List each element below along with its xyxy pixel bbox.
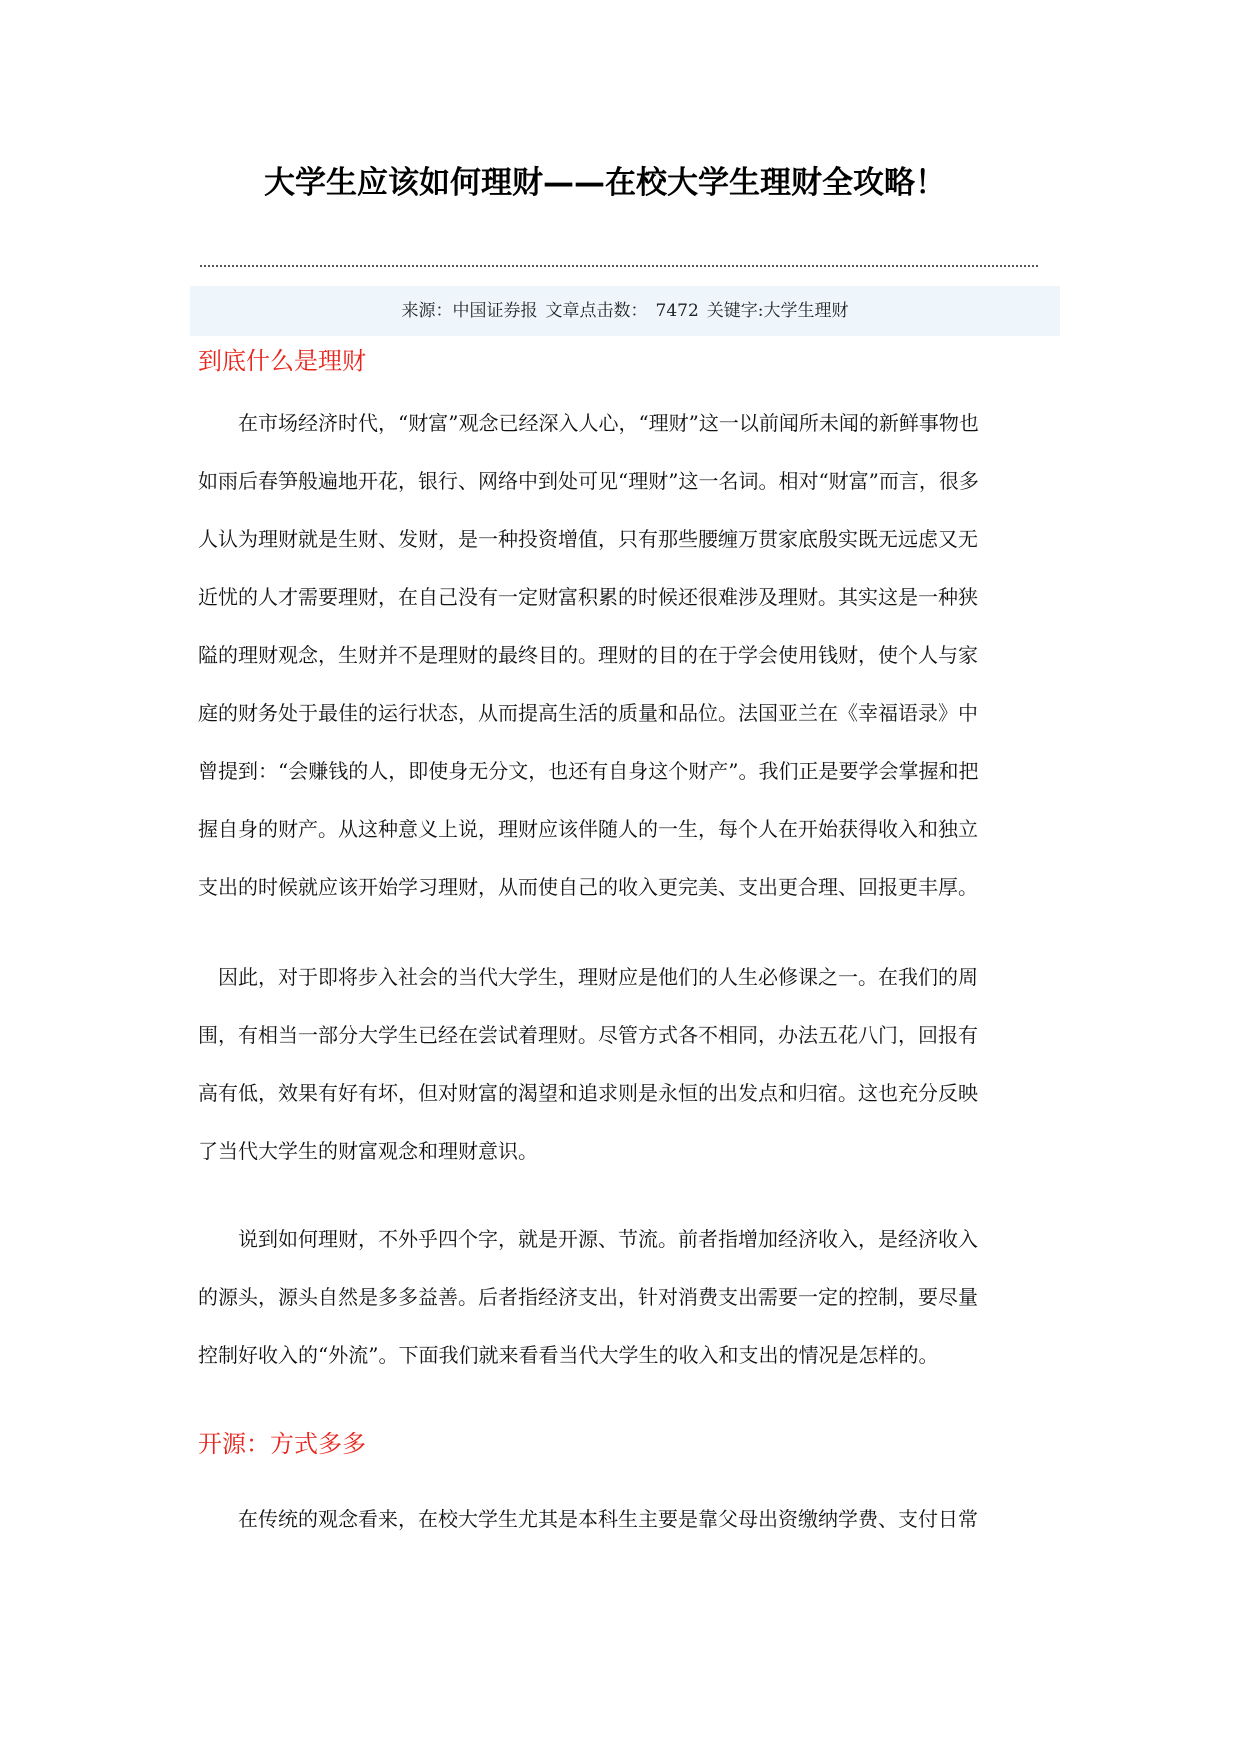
paragraph-students-finance [198,948,1058,1180]
section-heading-what-is-finance: 到底什么是理财 [198,347,366,375]
paragraph-line: 人认为理财就是生财、发财，是一种投资增值，只有那些腰缠万贯家底殷实既无远虑又无 [198,527,978,551]
paragraph-line: 近忧的人才需要理财，在自己没有一定财富积累的时候还很难涉及理财。其实这是一种狭 [198,585,978,609]
document-title: 大学生应该如何理财——在校大学生理财全攻略！ [264,165,946,201]
paragraph-line: 曾提到：“会赚钱的人，即使身无分文，也还有自身这个财产”。我们正是要学会掌握和把 [198,759,979,783]
article-meta-bar [190,286,1060,336]
paragraph-open-source-reduce-flow [198,1210,1058,1384]
paragraph-traditional-view [198,1490,1058,1548]
paragraph-line: 在市场经济时代，“财富”观念已经深入人心，“理财”这一以前闻所未闻的新鲜事物也 [198,411,979,435]
paragraph-line: 围，有相当一部分大学生已经在尝试着理财。尽管方式各不相同，办法五花八门，回报有 [198,1023,978,1047]
paragraph-line: 因此，对于即将步入社会的当代大学生，理财应是他们的人生必修课之一。在我们的周 [198,965,978,989]
paragraph-line: 支出的时候就应该开始学习理财，从而使自己的收入更完美、支出更合理、回报更丰厚。 [198,875,978,899]
paragraph-line: 的源头，源头自然是多多益善。后者指经济支出，针对消费支出需要一定的控制，要尽量 [198,1285,978,1309]
meta-keywords: 关键字:大学生理财 [706,301,849,321]
meta-clicks-value: 7472 [655,301,699,321]
paragraph-finance-concept [198,394,1058,916]
paragraph-line: 庭的财务处于最佳的运行状态，从而提高生活的质量和品位。法国亚兰在《幸福语录》中 [198,701,978,725]
paragraph-line: 握自身的财产。从这种意义上说，理财应该伴随人的一生，每个人在开始获得收入和独立 [198,817,978,841]
meta-source: 来源：中国证券报 [401,301,538,321]
paragraph-line: 控制好收入的“外流”。下面我们就来看看当代大学生的收入和支出的情况是怎样的。 [198,1343,939,1367]
paragraph-line: 说到如何理财，不外乎四个字，就是开源、节流。前者指增加经济收入，是经济收入 [198,1227,978,1251]
dotted-divider [200,265,1038,267]
section-heading-income-sources: 开源：方式多多 [198,1430,366,1458]
paragraph-line: 如雨后春笋般遍地开花，银行、网络中到处可见“理财”这一名词。相对“财富”而言，很多 [198,469,979,493]
meta-clicks-label: 文章点击数： [545,301,648,321]
paragraph-line: 隘的理财观念，生财并不是理财的最终目的。理财的目的在于学会使用钱财，使个人与家 [198,643,978,667]
paragraph-line: 了当代大学生的财富观念和理财意识。 [198,1139,538,1163]
paragraph-line: 高有低，效果有好有坏，但对财富的渴望和追求则是永恒的出发点和归宿。这也充分反映 [198,1081,978,1105]
paragraph-line: 在传统的观念看来，在校大学生尤其是本科生主要是靠父母出资缴纳学费、支付日常 [198,1507,978,1531]
